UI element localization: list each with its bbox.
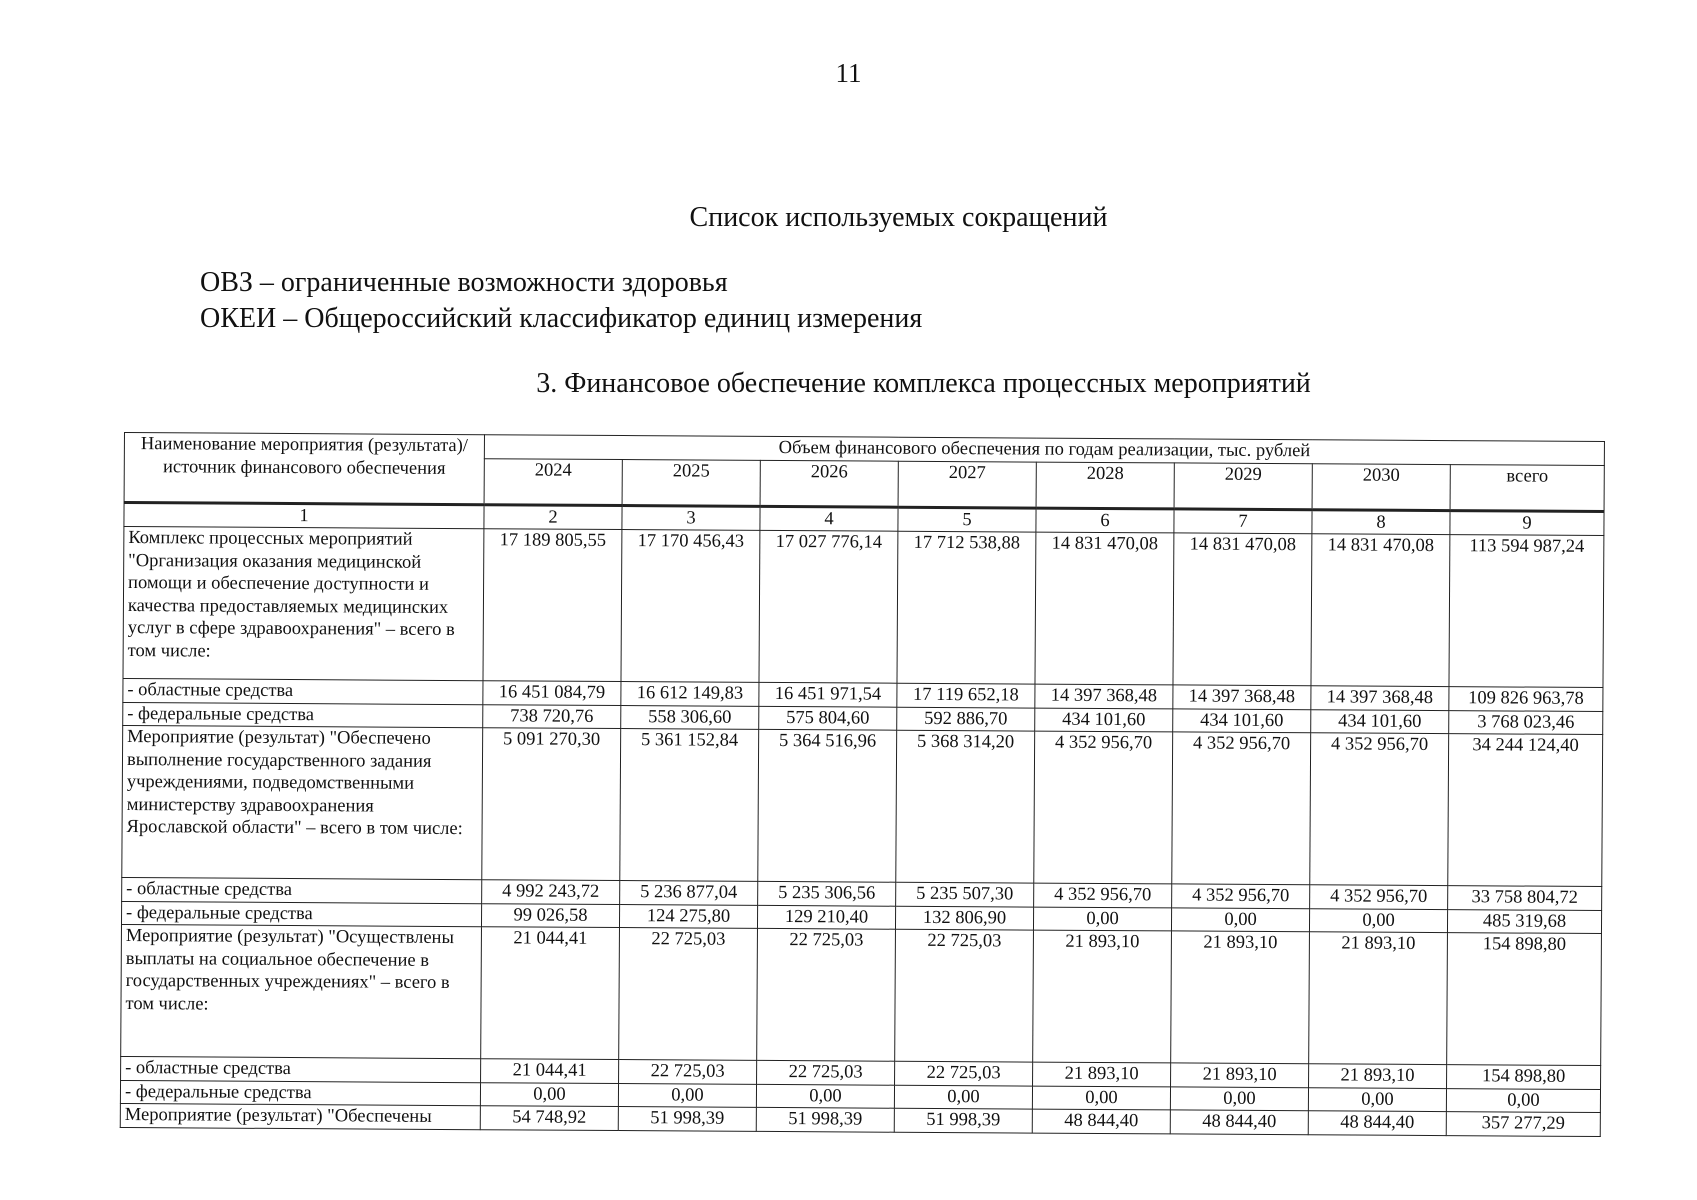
year-value-cell: 4 352 956,70: [1310, 733, 1449, 886]
column-index: 3: [622, 505, 760, 530]
year-value-cell: 4 352 956,70: [1034, 731, 1173, 884]
row-name-cell: - областные средства: [121, 1056, 481, 1082]
table-row: [123, 527, 1604, 688]
column-index: 7: [1174, 508, 1312, 533]
year-value-cell: 14 397 368,48: [1035, 684, 1173, 708]
year-value-cell: 434 101,60: [1311, 709, 1449, 733]
year-value-cell: 434 101,60: [1035, 708, 1173, 732]
year-value-cell: 0,00: [1033, 907, 1171, 931]
total-header: всего: [1450, 464, 1604, 511]
year-value-cell: 21 893,10: [1033, 930, 1172, 1063]
year-value-cell: 5 091 270,30: [482, 728, 621, 881]
column-index: 9: [1450, 510, 1604, 535]
year-value-cell: 16 612 149,83: [621, 682, 759, 706]
row-name-cell: - областные средства: [123, 678, 483, 704]
year-value-cell: 5 361 152,84: [620, 729, 759, 882]
name-column-header: Наименование мероприятия (результата)/ источник финансового обеспечения: [124, 433, 484, 505]
abbreviation-item: ОКЕИ – Общероссийский классификатор единиц измерения: [200, 303, 923, 334]
year-value-cell: 14 831 470,08: [1173, 533, 1312, 686]
total-value-cell: 109 826 963,78: [1449, 687, 1603, 711]
total-value-cell: 34 244 124,40: [1448, 734, 1603, 887]
year-header: 2030: [1312, 463, 1450, 510]
row-name-cell: Мероприятие (результат) "Обеспечены: [120, 1103, 480, 1129]
year-header: 2024: [484, 458, 622, 505]
year-value-cell: 0,00: [1170, 1086, 1308, 1110]
column-index: 5: [898, 507, 1036, 532]
year-value-cell: 16 451 971,54: [759, 682, 897, 706]
year-header: 2025: [622, 459, 760, 506]
year-value-cell: 5 368 314,20: [896, 730, 1035, 883]
year-value-cell: 21 893,10: [1309, 932, 1448, 1065]
abbreviation-item: ОВЗ – ограниченные возможности здоровья: [200, 267, 728, 298]
year-value-cell: 4 352 956,70: [1310, 885, 1448, 909]
total-value-cell: 33 758 804,72: [1448, 886, 1602, 910]
year-value-cell: 22 725,03: [895, 929, 1034, 1062]
year-value-cell: 48 844,40: [1170, 1110, 1308, 1134]
year-value-cell: 5 235 507,30: [896, 882, 1034, 906]
total-value-cell: 485 319,68: [1447, 909, 1601, 933]
year-value-cell: 132 806,90: [895, 906, 1033, 930]
row-name-cell: - федеральные средства: [123, 702, 483, 728]
year-value-cell: 17 170 456,43: [621, 530, 760, 683]
row-name-cell: - федеральные средства: [120, 1080, 480, 1106]
year-value-cell: 558 306,60: [621, 705, 759, 729]
column-index: 6: [1036, 508, 1174, 533]
year-value-cell: 129 210,40: [757, 905, 895, 929]
column-index: 1: [124, 502, 484, 529]
year-value-cell: 4 992 243,72: [482, 880, 620, 904]
year-value-cell: 0,00: [756, 1084, 894, 1108]
table-row: [122, 725, 1603, 886]
year-value-cell: 738 720,76: [483, 704, 621, 728]
year-value-cell: 21 893,10: [1309, 1064, 1447, 1088]
year-value-cell: 4 352 956,70: [1034, 883, 1172, 907]
year-value-cell: 22 725,03: [757, 1060, 895, 1084]
row-name-cell: - областные средства: [122, 877, 482, 903]
year-value-cell: 17 027 776,14: [759, 530, 898, 683]
year-value-cell: 17 119 652,18: [897, 683, 1035, 707]
year-value-cell: 5 236 877,04: [620, 881, 758, 905]
year-value-cell: 5 364 516,96: [758, 729, 897, 882]
year-value-cell: 14 831 470,08: [1035, 532, 1174, 685]
year-value-cell: 575 804,60: [759, 706, 897, 730]
year-value-cell: 21 893,10: [1171, 1063, 1309, 1087]
total-value-cell: 0,00: [1446, 1088, 1600, 1112]
column-index: 8: [1312, 509, 1450, 534]
year-header: 2026: [760, 460, 898, 507]
column-index: 2: [484, 504, 622, 529]
year-value-cell: 16 451 084,79: [483, 681, 621, 705]
total-value-cell: 154 898,80: [1447, 933, 1602, 1066]
year-value-cell: 48 844,40: [1032, 1109, 1170, 1133]
year-value-cell: 14 831 470,08: [1311, 534, 1450, 687]
table-row: [121, 924, 1602, 1065]
total-value-cell: 113 594 987,24: [1449, 535, 1604, 688]
year-value-cell: 51 998,39: [756, 1107, 894, 1131]
total-value-cell: 357 277,29: [1446, 1112, 1600, 1136]
year-value-cell: 54 748,92: [480, 1106, 618, 1130]
year-value-cell: 434 101,60: [1173, 708, 1311, 732]
year-value-cell: 0,00: [618, 1083, 756, 1107]
row-name-cell: - федеральные средства: [121, 901, 481, 927]
year-value-cell: 4 352 956,70: [1172, 884, 1310, 908]
year-value-cell: 0,00: [1032, 1086, 1170, 1110]
year-value-cell: 17 712 538,88: [897, 531, 1036, 684]
section-title: 3. Финансовое обеспечение комплекса процессных мероприятий: [536, 368, 1311, 399]
year-value-cell: 21 044,41: [481, 927, 620, 1060]
page-number: 11: [835, 58, 862, 88]
column-index: 4: [760, 506, 898, 531]
year-value-cell: 5 235 306,56: [758, 881, 896, 905]
year-value-cell: 22 725,03: [619, 928, 758, 1061]
abbreviations-title: Список используемых сокращений: [689, 202, 1108, 233]
year-value-cell: 21 893,10: [1033, 1062, 1171, 1086]
year-value-cell: 0,00: [1309, 908, 1447, 932]
abbreviations-list: [200, 265, 922, 337]
year-value-cell: 48 844,40: [1308, 1111, 1446, 1135]
total-value-cell: 154 898,80: [1447, 1065, 1601, 1089]
year-header: 2028: [1036, 462, 1174, 509]
row-name-cell: Мероприятие (результат) "Обеспечено выполнение государственного задания учреждениями, подведомственными министерству здравоохранения Ярославской области" – всего в том числе:: [122, 725, 483, 879]
year-value-cell: 14 397 368,48: [1173, 685, 1311, 709]
financing-table: [120, 432, 1605, 1137]
row-name-cell: Мероприятие (результат) "Осуществлены выплаты на социальное обеспечение в государственных учреждениях" – всего в том числе:: [121, 924, 482, 1058]
year-header: 2027: [898, 461, 1036, 508]
table-body: [120, 502, 1604, 1136]
year-value-cell: 17 189 805,55: [483, 529, 622, 682]
year-value-cell: 99 026,58: [481, 903, 619, 927]
year-value-cell: 4 352 956,70: [1172, 732, 1311, 885]
total-value-cell: 3 768 023,46: [1449, 710, 1603, 734]
funding-group-header: Объем финансового обеспечения по годам реализации, тыс. рублей: [484, 435, 1604, 465]
year-value-cell: 51 998,39: [894, 1108, 1032, 1132]
year-value-cell: 22 725,03: [619, 1060, 757, 1084]
year-value-cell: 0,00: [1171, 907, 1309, 931]
year-value-cell: 21 893,10: [1171, 931, 1310, 1064]
year-value-cell: 0,00: [480, 1082, 618, 1106]
year-value-cell: 124 275,80: [619, 904, 757, 928]
year-header: 2029: [1174, 462, 1312, 509]
year-value-cell: 51 998,39: [618, 1107, 756, 1131]
year-value-cell: 22 725,03: [895, 1061, 1033, 1085]
year-value-cell: 0,00: [1308, 1087, 1446, 1111]
year-value-cell: 22 725,03: [757, 928, 896, 1061]
year-value-cell: 14 397 368,48: [1311, 686, 1449, 710]
year-value-cell: 21 044,41: [481, 1059, 619, 1083]
row-name-cell: Комплекс процессных мероприятий "Организация оказания медицинской помощи и обеспечение доступности и качества предоставляемых медицинских услуг в сфере здравоохранения" – всего в том числе:: [123, 527, 484, 681]
year-value-cell: 0,00: [894, 1085, 1032, 1109]
year-value-cell: 592 886,70: [897, 707, 1035, 731]
